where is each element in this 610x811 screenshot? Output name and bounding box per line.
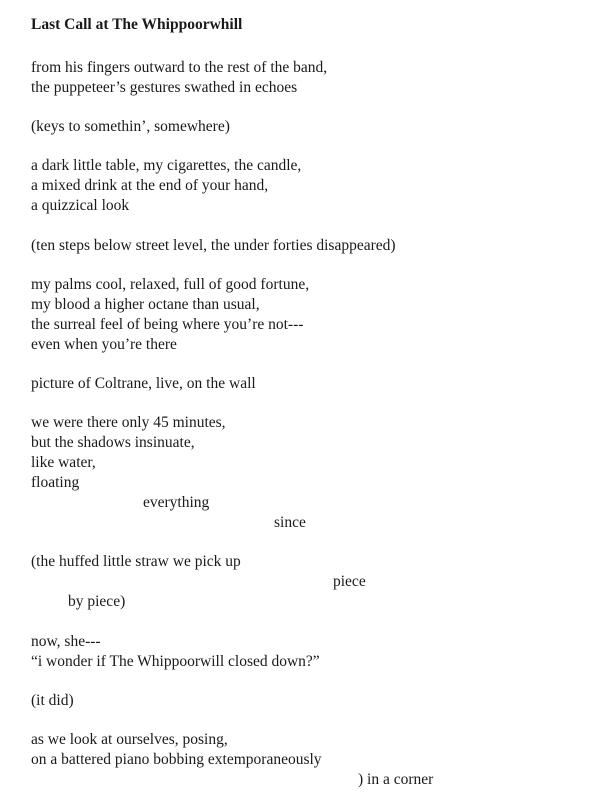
poem-line-indented: by piece) bbox=[68, 593, 126, 610]
poem-line: but the shadows insinuate, bbox=[31, 434, 195, 451]
poem-line: my palms cool, relaxed, full of good fortune, bbox=[31, 276, 310, 293]
poem-line-indented: ) in a corner bbox=[358, 771, 434, 788]
poem-line: (keys to somethin’, somewhere) bbox=[31, 118, 230, 135]
poem-line: (the huffed little straw we pick up bbox=[31, 553, 241, 570]
poem-line: (it did) bbox=[31, 692, 74, 709]
poem-line: we were there only 45 minutes, bbox=[31, 414, 226, 431]
poem-line: a mixed drink at the end of your hand, bbox=[31, 177, 269, 194]
poem-line: the surreal feel of being where you’re not--- bbox=[31, 316, 304, 333]
poem-line-indented: since bbox=[274, 514, 306, 531]
poem-line: on a battered piano bobbing extemporaneously bbox=[31, 751, 322, 768]
poem-line: a quizzical look bbox=[31, 197, 130, 214]
poem-line: a dark little table, my cigarettes, the candle, bbox=[31, 157, 302, 174]
poem-line: the puppeteer’s gestures swathed in echoes bbox=[31, 79, 298, 96]
poem-line: from his fingers outward to the rest of the band, bbox=[31, 59, 328, 76]
poem-title: Last Call at The Whippoorwhill bbox=[31, 16, 243, 33]
poem-line: (ten steps below street level, the under forties disappeared) bbox=[31, 237, 396, 254]
poem-line: “i wonder if The Whippoorwill closed down?” bbox=[31, 653, 320, 670]
poem-line-indented: piece bbox=[333, 573, 366, 590]
poem-line: floating bbox=[31, 474, 80, 491]
poem-line-indented: everything bbox=[143, 494, 210, 511]
poem-line: now, she--- bbox=[31, 633, 101, 650]
poem-line: even when you’re there bbox=[31, 336, 177, 353]
poem-line: picture of Coltrane, live, on the wall bbox=[31, 375, 256, 392]
poem-line: like water, bbox=[31, 454, 96, 471]
poem-line: as we look at ourselves, posing, bbox=[31, 731, 228, 748]
poem-line: my blood a higher octane than usual, bbox=[31, 296, 260, 313]
